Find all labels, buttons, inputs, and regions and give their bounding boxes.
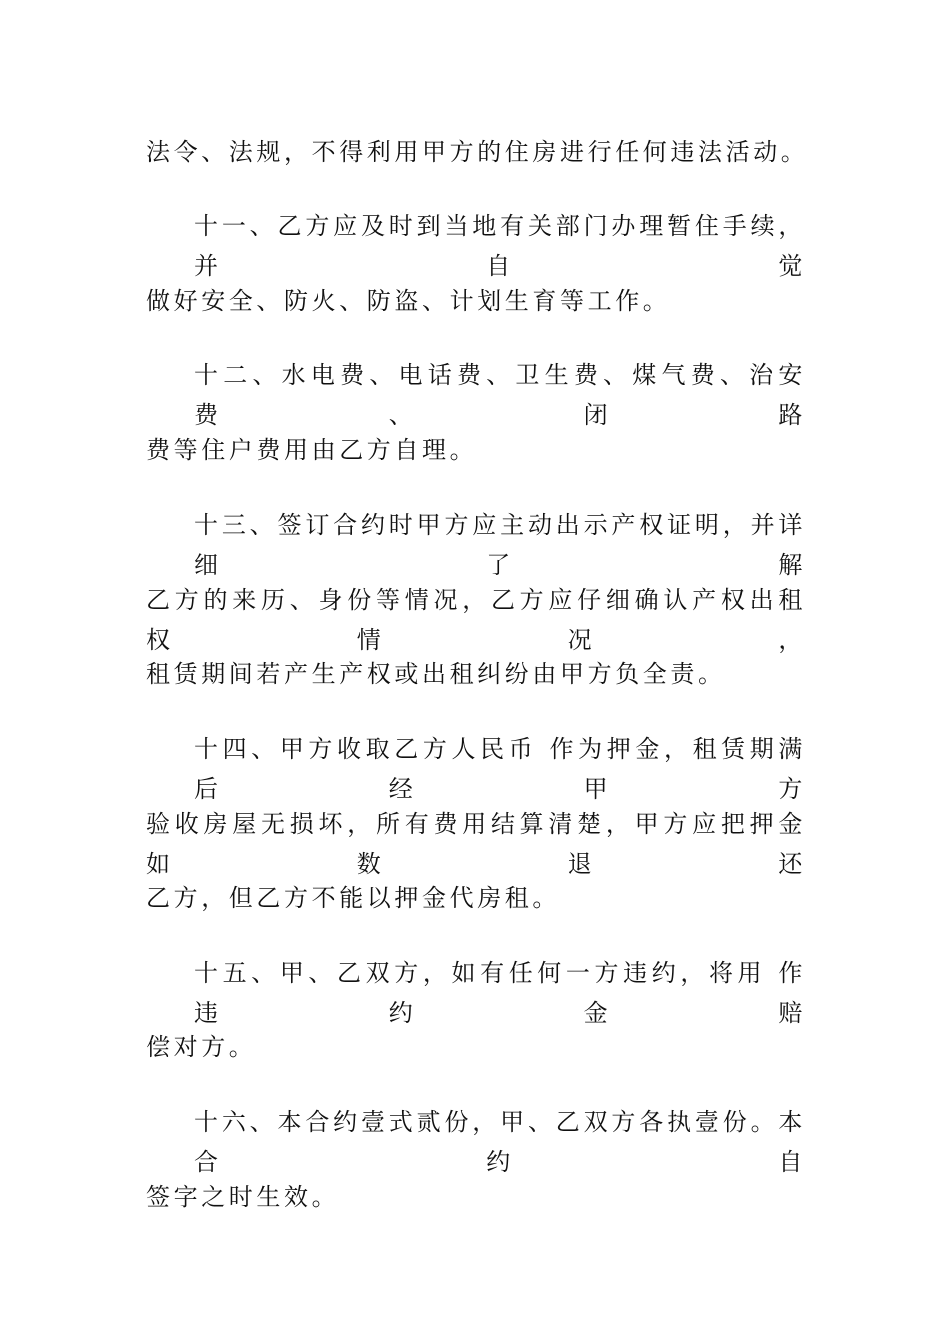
clause-12-line: 费等住户费用由乙方自理。	[146, 436, 478, 464]
clause-11-line: 做好安全、防火、防盗、计划生育等工作。	[146, 287, 671, 315]
clause-14-line: 乙方，但乙方不能以押金代房租。	[146, 884, 560, 912]
clause-14-line: 十四、甲方收取乙方人民币 作为押金，租赁期满后经甲方	[194, 735, 806, 803]
clause-12-line: 十二、水电费、电话费、卫生费、煤气费、治安费、闭路	[194, 361, 806, 429]
text-line: 法令、法规，不得利用甲方的住房进行任何违法活动。	[146, 138, 809, 166]
clause-13-line: 乙方的来历、身份等情况，乙方应仔细确认产权出租权情况，	[146, 586, 806, 654]
clause-11-line: 十一、乙方应及时到当地有关部门办理暂住手续，并自觉	[194, 212, 806, 280]
clause-14-line: 验收房屋无损坏，所有费用结算清楚，甲方应把押金如数退还	[146, 810, 806, 878]
clause-16-line: 签字之时生效。	[146, 1183, 340, 1211]
clause-13-line: 租赁期间若产生产权或出租纠纷由甲方负全责。	[146, 660, 726, 688]
clause-16-line: 十六、本合约壹式贰份，甲、乙双方各执壹份。本合约自	[194, 1108, 806, 1176]
clause-15-line: 十五、甲、乙双方，如有任何一方违约，将用 作违约金赔	[194, 959, 806, 1027]
clause-13-line: 十三、签订合约时甲方应主动出示产权证明，并详细了解	[194, 511, 806, 579]
clause-15-line: 偿对方。	[146, 1033, 257, 1061]
